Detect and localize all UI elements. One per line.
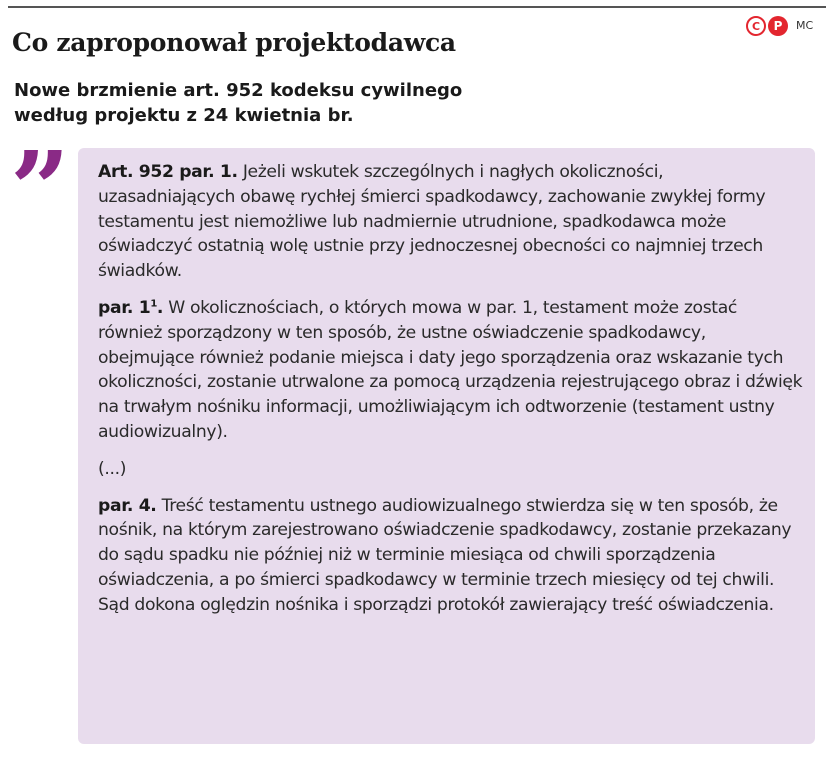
paragraph-par-1-1 bbox=[98, 296, 805, 445]
subtitle bbox=[14, 78, 574, 128]
paragraph-label-text: par. 1 bbox=[98, 297, 151, 318]
logo-letter-p: P bbox=[768, 16, 788, 36]
subtitle-line-2: według projektu z 24 kwietnia br. bbox=[14, 105, 354, 126]
paragraph-label bbox=[98, 298, 163, 318]
author-initials: MC bbox=[796, 19, 814, 32]
paragraph-text: Treść testamentu ustnego audiowizualnego stwierdza się w ten sposób, że nośnik, na którym zarejestrowano oświadczenie spadkodawcy, zostanie przekazany do sądu spadku nie później niż w terminie miesiąca od chwili sporządzenia oświadczenia, a po śmierci spadkodawcy w terminie trzech miesięcy od tej chwili. Sąd dokona oględzin nośnika i sporządzi protokół zawierający treść oświadczenia. bbox=[98, 495, 792, 615]
page-title: Co zaproponował projektodawca bbox=[12, 28, 456, 57]
paragraph-text: W okolicznościach, o których mowa w par. 1, testament może zostać również sporządzony w ten sposób, że ustne oświadczenie spadkodawcy, obejmujące również podanie miejsca i daty jego sporządzenia oraz wskazanie tych okoliczności, zostanie utrwalone za pomocą urządzenia rejestrującego obraz i dźwięk na trwałym nośniku informacji, umożliwiającym ich odtworzenie (testament ustny audiowizualny). bbox=[98, 297, 803, 442]
top-rule bbox=[8, 6, 826, 8]
quotation-mark-icon: ” bbox=[10, 128, 62, 251]
paragraph-label: par. 4. bbox=[98, 495, 157, 516]
publisher-logo bbox=[746, 16, 788, 36]
paragraph-label-superscript: 1 bbox=[150, 298, 157, 310]
logo-letter-c: C bbox=[746, 16, 766, 36]
paragraph-art-952-par-1 bbox=[98, 160, 805, 284]
subtitle-line-1: Nowe brzmienie art. 952 kodeksu cywilnego bbox=[14, 80, 463, 101]
omission-ellipsis: (...) bbox=[98, 458, 127, 479]
paragraph-par-4 bbox=[98, 494, 805, 618]
paragraph-label: Art. 952 par. 1. bbox=[98, 162, 238, 182]
paragraph-text: Jeżeli wskutek szczególnych i nagłych okoliczności, uzasadniających obawę rychłej śmierci spadkodawcy, zachowanie zwykłej formy testamentu jest niemożliwe lub nadmiernie utrudnione, spadkodawca może oświadczyć ostatnią wolę ustnie przy jednoczesnej obecności co najmniej trzech świadków. bbox=[98, 162, 766, 282]
quote-box bbox=[78, 148, 815, 744]
paragraph-label-end: . bbox=[156, 297, 164, 318]
